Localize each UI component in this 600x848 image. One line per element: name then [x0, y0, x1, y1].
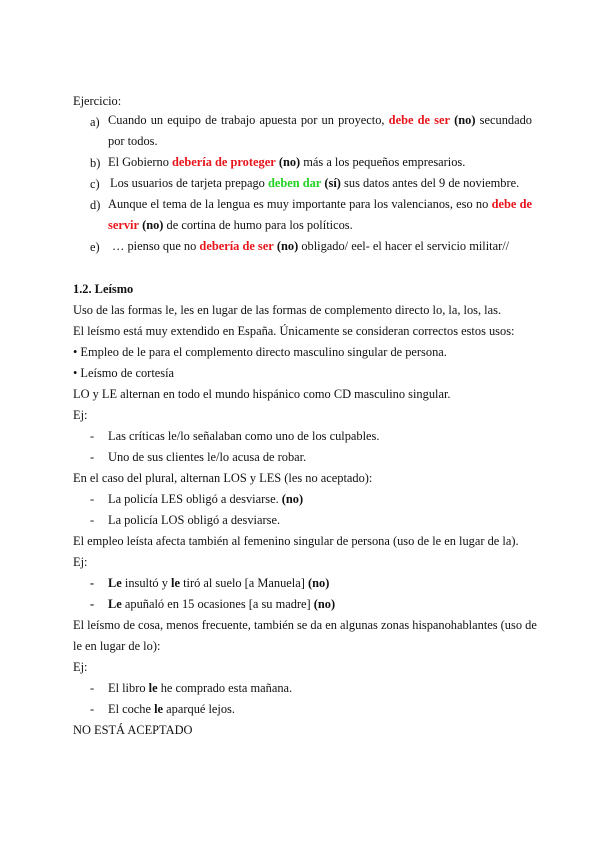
- example-5-le-1: Le: [108, 576, 122, 590]
- section-heading: 1.2. Leísmo: [73, 282, 134, 296]
- item-c-verb: deben dar: [267, 176, 322, 190]
- item-b: [108, 152, 532, 173]
- item-a-mark: (no): [454, 113, 476, 127]
- exercise-heading: Ejercicio:: [73, 94, 122, 108]
- item-c-text-post: sus datos antes del 9 de noviembre.: [344, 176, 520, 190]
- item-e: [112, 236, 536, 257]
- item-d-text-post: de cortina de humo para los políticos.: [166, 218, 353, 232]
- paragraph-2: El leísmo está muy extendido en España. Únicamente se consideran correctos estos usos:: [73, 324, 515, 338]
- example-label-3: Ej:: [73, 660, 88, 674]
- item-a-verb: debe de ser: [388, 113, 450, 127]
- dash-2: -: [90, 450, 95, 464]
- example-7-text-2: he comprado esta mañana.: [160, 681, 293, 695]
- paragraph-6a: El leísmo de cosa, menos frecuente, también se da en algunas zonas hispanohablantes (uso de: [73, 618, 537, 632]
- example-8: [108, 701, 235, 717]
- item-a: [108, 110, 532, 152]
- example-7-text-1: El libro: [108, 681, 146, 695]
- paragraph-3: LO y LE alternan en todo el mundo hispánico como CD masculino singular.: [73, 387, 451, 401]
- item-b-text-pre: El Gobierno: [108, 155, 173, 169]
- example-8-text-1: El coche: [108, 702, 151, 716]
- item-b-marker: b): [90, 156, 101, 170]
- example-4: La policía LOS obligó a desviarse.: [108, 513, 281, 527]
- item-d-mark: (no): [142, 218, 164, 232]
- example-3: [108, 491, 303, 507]
- dash-8: -: [90, 702, 95, 716]
- dash-5: -: [90, 576, 95, 590]
- example-5-mark: (no): [307, 576, 330, 590]
- paragraph-4: En el caso del plural, alternan LOS y LES (les no aceptado):: [73, 471, 373, 485]
- example-5-le-2: le: [171, 576, 180, 590]
- paragraph-5: El empleo leísta afecta también al femenino singular de persona (uso de le en lugar de la).: [73, 534, 519, 548]
- example-label-1: Ej:: [73, 408, 88, 422]
- example-3-mark: (no): [281, 492, 304, 506]
- bullet-2: • Leísmo de cortesía: [73, 366, 175, 380]
- item-b-mark: (no): [278, 155, 301, 169]
- example-5-text-1: insultó y: [124, 576, 168, 590]
- paragraph-6b: le en lugar de lo):: [73, 639, 161, 653]
- example-8-text-2: aparqué lejos.: [166, 702, 235, 716]
- example-2: Uno de sus clientes le/lo acusa de robar.: [108, 450, 307, 464]
- item-a-marker: a): [90, 115, 100, 129]
- dash-1: -: [90, 429, 95, 443]
- item-c: [110, 173, 534, 194]
- item-e-verb: debería de ser: [199, 239, 274, 253]
- item-d-marker: d): [90, 198, 101, 212]
- example-6-text: apuñaló en 15 ocasiones [a su madre]: [124, 597, 311, 611]
- item-c-text-pre: Los usuarios de tarjeta prepago: [110, 176, 268, 190]
- item-e-text-pre: … pienso que no: [112, 239, 200, 253]
- item-e-mark: (no): [276, 239, 299, 253]
- example-6-le: Le: [108, 597, 122, 611]
- example-5: [108, 575, 329, 591]
- closing-note: NO ESTÁ ACEPTADO: [73, 723, 193, 737]
- item-a-text-post: secundado por todos.: [108, 113, 532, 148]
- dash-3: -: [90, 492, 95, 506]
- example-8-le: le: [154, 702, 164, 716]
- dash-6: -: [90, 597, 95, 611]
- item-d: [108, 194, 532, 236]
- example-3-text: La policía LES obligó a desviarse.: [108, 492, 279, 506]
- example-label-2: Ej:: [73, 555, 88, 569]
- example-5-text-2: tiró al suelo [a Manuela]: [183, 576, 305, 590]
- item-a-text-pre: Cuando un equipo de trabajo apuesta por un proyecto,: [108, 113, 389, 127]
- item-b-verb: debería de proteger: [172, 155, 276, 169]
- dash-7: -: [90, 681, 95, 695]
- item-b-text-post: más a los pequeños empresarios.: [303, 155, 466, 169]
- example-6: [108, 596, 335, 612]
- paragraph-1: Uso de las formas le, les en lugar de las formas de complemento directo lo, la, los, las.: [73, 303, 502, 317]
- example-7: [108, 680, 292, 696]
- example-6-mark: (no): [313, 597, 336, 611]
- bullet-1: • Empleo de le para el complemento directo masculino singular de persona.: [73, 345, 447, 359]
- item-d-verb: debe de servir: [108, 197, 532, 232]
- item-e-marker: e): [90, 240, 100, 254]
- item-c-marker: c): [90, 177, 100, 191]
- item-e-text-post: obligado/ eel- el hacer el servicio militar//: [301, 239, 510, 253]
- example-1: Las críticas le/lo señalaban como uno de los culpables.: [108, 429, 380, 443]
- example-7-le: le: [148, 681, 158, 695]
- item-c-mark: (sí): [324, 176, 341, 190]
- dash-4: -: [90, 513, 95, 527]
- item-d-text-pre: Aunque el tema de la lengua es muy importante para los valencianos, eso no: [108, 197, 492, 211]
